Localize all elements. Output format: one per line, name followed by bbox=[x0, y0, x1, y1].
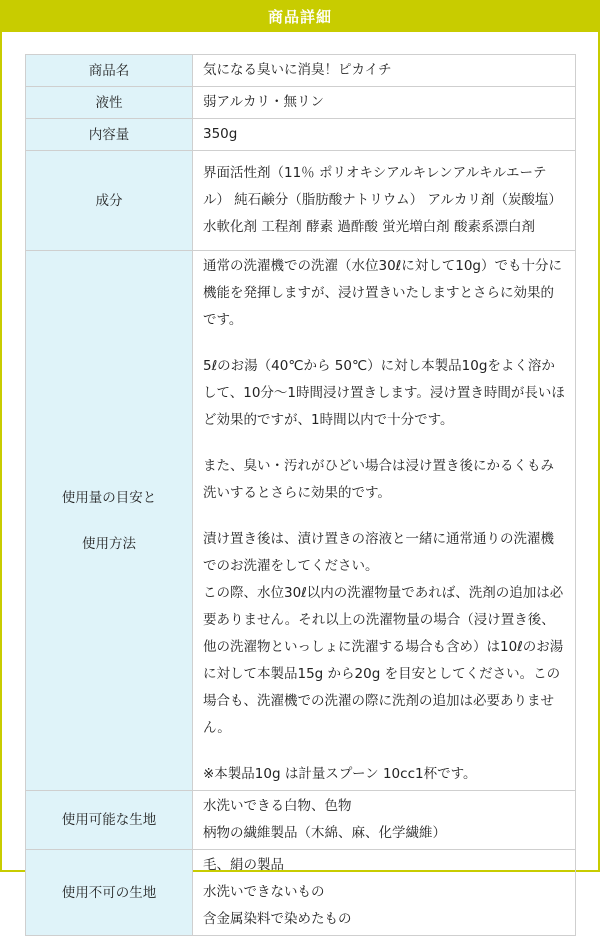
usage-label-line-2: 使用方法 bbox=[82, 535, 136, 552]
row-label-content: 内容量 bbox=[26, 119, 193, 151]
table-row bbox=[26, 55, 576, 87]
row-value-unusable-fabrics bbox=[193, 850, 576, 936]
row-label-unusable-fabrics: 使用不可の生地 bbox=[26, 850, 193, 936]
row-label-usage bbox=[26, 251, 193, 791]
usage-note: ※本製品10g は計量スプーン 10cc1杯です。 bbox=[203, 766, 477, 782]
row-value-content: 350g bbox=[193, 119, 576, 151]
row-label-ingredients: 成分 bbox=[26, 151, 193, 251]
usage-paragraph: また、臭い・汚れがひどい場合は浸け置き後にかるくもみ洗いするとさらに効果的です。 bbox=[203, 458, 554, 501]
row-label-usable-fabrics: 使用可能な生地 bbox=[26, 791, 193, 850]
section-header bbox=[0, 0, 600, 32]
table-row bbox=[26, 151, 576, 251]
table-row bbox=[26, 850, 576, 936]
table-row bbox=[26, 119, 576, 151]
row-value-usable-fabrics bbox=[193, 791, 576, 850]
unusable-fabric-line: 含金属染料で染めたもの bbox=[203, 911, 352, 927]
usable-fabric-line: 水洗いできる白物、色物 bbox=[203, 798, 352, 814]
row-label-ph: 液性 bbox=[26, 87, 193, 119]
usage-label-line-1: 使用量の目安と bbox=[61, 489, 157, 506]
row-value-usage bbox=[193, 251, 576, 791]
usage-paragraph: 通常の洗濯機での洗濯（水位30ℓに対して10g）でも十分に機能を発揮しますが、浸け置きいたしますとさらに効果的です。 bbox=[203, 258, 563, 328]
table-row bbox=[26, 87, 576, 119]
row-value-ingredients: 界面活性剤（11％ ポリオキシアルキレンアルキルエーテル） 純石鹸分（脂肪酸ナトリウム） アルカリ剤（炭酸塩） 水軟化剤 工程剤 酵素 過酢酸 蛍光増白剤 酸素系漂白剤 bbox=[193, 151, 576, 251]
product-spec-table bbox=[25, 54, 576, 936]
usage-paragraph: 漬け置き後は、漬け置きの溶液と一緒に通常通りの洗濯機でのお洗濯をしてください。 bbox=[203, 531, 554, 574]
row-value-ph: 弱アルカリ・無リン bbox=[193, 87, 576, 119]
table-row bbox=[26, 251, 576, 791]
row-value-product-name: 気になる臭いに消臭！ピカイチ bbox=[193, 55, 576, 87]
section-title: 商品詳細 bbox=[267, 7, 332, 26]
usage-paragraph: 5ℓのお湯（40℃から 50℃）に対し本製品10gをよく溶かして、10分～1時間浸け置きします。浸け置き時間が長いほど効果的ですが、1時間以内で十分です。 bbox=[203, 358, 565, 428]
unusable-fabric-line: 水洗いできないもの bbox=[203, 884, 325, 900]
usable-fabric-line: 柄物の繊維製品（木綿、麻、化学繊維） bbox=[203, 825, 446, 841]
unusable-fabric-line: 毛、絹の製品 bbox=[203, 857, 284, 873]
table-row bbox=[26, 791, 576, 850]
usage-paragraph: この際、水位30ℓ以内の洗濯物量であれば、洗剤の追加は必要ありません。それ以上の洗濯物量の場合（浸け置き後、他の洗濯物といっしょに洗濯する場合も含め）は10ℓのお湯に対して本製品15g から20g を目安としてください。この場合も、洗濯機での洗濯の際に洗剤の追加は必要ありません。 bbox=[203, 585, 564, 736]
row-label-product-name: 商品名 bbox=[26, 55, 193, 87]
